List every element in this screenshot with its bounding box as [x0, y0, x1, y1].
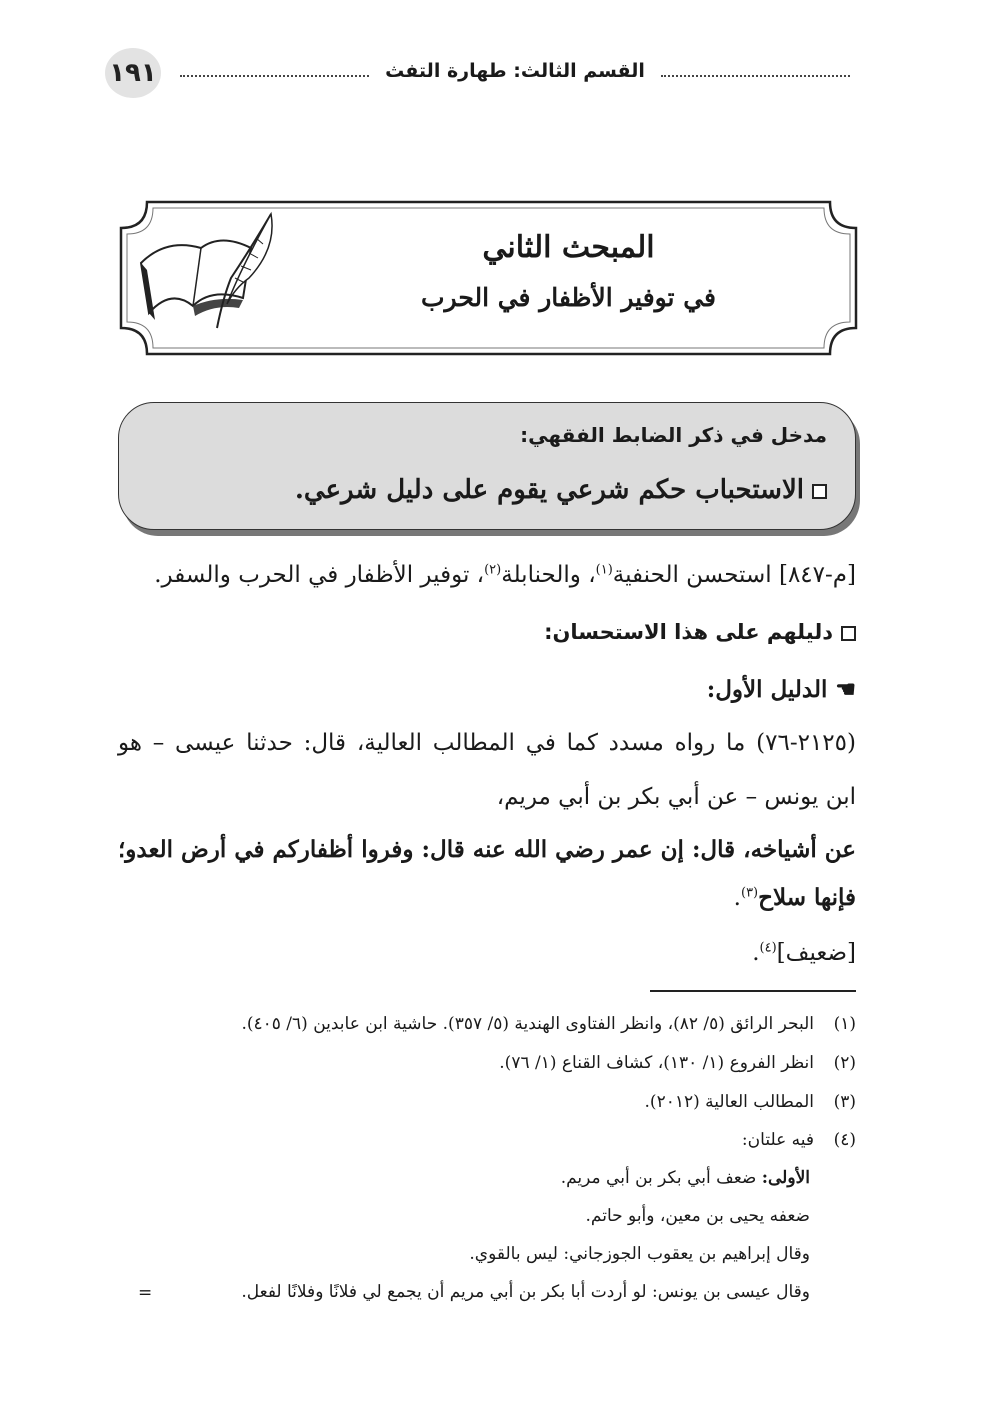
intro-rule-text: الاستحباب حكم شرعي يقوم على دليل شرعي.: [294, 475, 804, 505]
footnote-text: فيه علتان:: [741, 1130, 814, 1150]
footnote-number: (٢): [833, 1053, 856, 1073]
grade-text: [ضعيف]: [776, 940, 856, 966]
checkbox-icon: [812, 484, 827, 499]
book-quill-icon: [131, 208, 281, 336]
running-title-text: القسم الثالث: طهارة التفث: [385, 60, 645, 82]
leader-dots-left: [180, 75, 369, 77]
page-number: ١٩١: [105, 48, 161, 98]
running-title: [180, 56, 850, 86]
footnote-4: [742, 1130, 856, 1150]
footnote-text: المطالب العالية (٢٠١٢).: [644, 1092, 814, 1112]
issue-paragraph: [154, 562, 856, 588]
leader-dots-right: [661, 75, 850, 77]
footnote-text: انظر الفروع (١/ ١٣٠)، كشاف القناع (١/ ٧٦).: [499, 1053, 814, 1073]
footnote-4-line3: وقال إبراهيم بن يعقوب الجوزجاني: ليس بالقوي.: [469, 1244, 810, 1264]
checkbox-icon: [841, 626, 856, 641]
footnote-number: (٣): [833, 1092, 856, 1112]
first-evidence-text: الدليل الأول:: [706, 676, 828, 703]
footnote-1: [241, 1014, 856, 1034]
footnote-separator: [650, 990, 856, 992]
issue-text-2: ، والحنابلة: [501, 562, 596, 588]
page-header: [105, 48, 850, 98]
hadith-line-2: ابن يونس – عن أبي بكر بن أبي مريم،: [496, 784, 856, 810]
footnote-4-line4: وقال عيسى بن يونس: لو أردت أبا بكر بن أبي مريم أن يجمع لي فلانًا وفلانًا لفعل.: [241, 1282, 810, 1302]
footnote-text: البحر الرائق (٥/ ٨٢)، وانظر الفتاوى الهندية (٥/ ٣٥٧). حاشية ابن عابدين (٦/ ٤٠٥).: [241, 1014, 814, 1034]
footnote-text: ضعف أبي بكر بن أبي مريم.: [560, 1168, 762, 1188]
footnote-ref-2: (٢): [484, 562, 502, 578]
evidence-heading-text: دليلهم على هذا الاستحسان:: [544, 620, 833, 644]
footnote-2: [499, 1053, 856, 1073]
chapter-title-frame: [117, 198, 860, 358]
intro-box: [118, 402, 856, 530]
footnote-4-line2: ضعفه يحيى بن معين، وأبو حاتم.: [585, 1206, 810, 1226]
hadith-text-line-2: فإنها سلاح$^{(٣)}$.: [733, 884, 856, 911]
footnote-label: الأولى:: [761, 1168, 810, 1188]
hadith-grade: [ضعيف]$^{(٤)}$.: [752, 940, 856, 966]
hand-pointer-icon: ☚: [835, 676, 856, 703]
continuation-mark: =: [138, 1283, 153, 1303]
chapter-title: المبحث الثاني: [482, 230, 655, 265]
footnote-ref-4: (٤): [759, 940, 777, 956]
evidence-heading: [544, 620, 856, 644]
hadith-end-text: فإنها سلاح: [758, 884, 856, 911]
chapter-subtitle: في توفير الأظفار في الحرب: [420, 283, 717, 312]
intro-rule: [295, 475, 827, 505]
footnote-number: (٤): [833, 1130, 856, 1150]
first-evidence-heading: [707, 676, 856, 703]
issue-text-3: ، توفير الأظفار في الحرب والسفر.: [154, 562, 485, 588]
footnote-ref-1: (١): [595, 562, 613, 578]
hadith-text-line-1: عن أشياخه، قال: إن عمر رضي الله عنه قال: وفروا أظفاركم في أرض العدو؛: [118, 836, 856, 863]
hadith-line-1: (٢١٢٥-٧٦) ما رواه مسدد كما في المطالب العالية، قال: حدثنا عيسى – هو: [118, 730, 856, 756]
footnote-ref-3: (٣): [740, 885, 759, 901]
footnote-4-first: [561, 1168, 810, 1188]
footnote-3: [645, 1092, 856, 1112]
intro-label: مدخل في ذكر الضابط الفقهي:: [520, 423, 827, 447]
footnote-number: (١): [833, 1014, 856, 1034]
issue-text-1: [م-٨٤٧] استحسن الحنفية: [612, 562, 856, 588]
